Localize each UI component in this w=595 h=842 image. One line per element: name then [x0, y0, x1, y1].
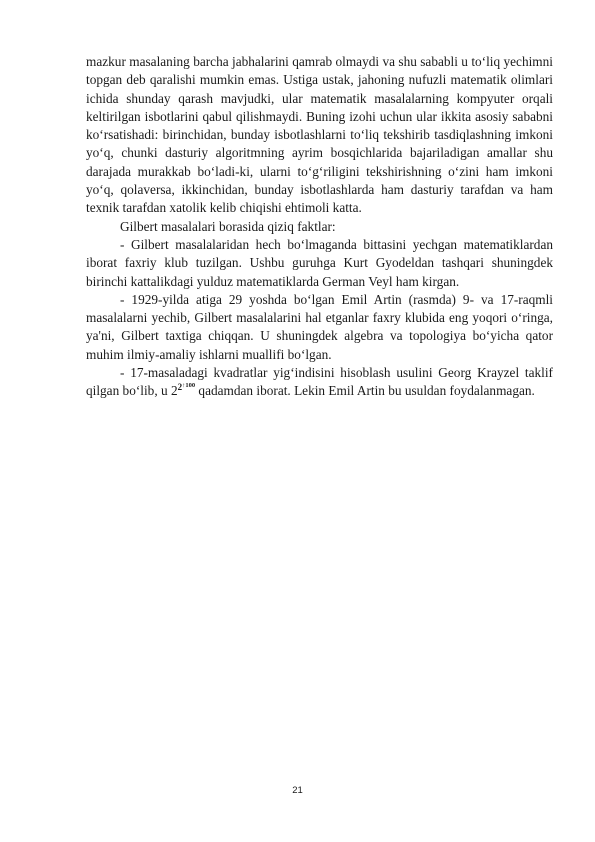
kreisel-text-after: qadamdan iborat. Lekin Emil Artin bu usuldan foydalanmagan. — [195, 383, 535, 399]
power-tower-exponent-power: ↑100 — [182, 382, 196, 390]
kreisel-text-before: - 17-masaladagi kvadratlar yig‘indisini hisoblash usulini Georg Krayzel taklif qilgan bo‘lib, u — [86, 365, 553, 399]
paragraph-honorary-club: - Gilbert masalalaridan hech bo‘lmaganda bittasini yechgan matematiklardan iborat faxriy klub tuzilgan. Ushbu guruhga Kurt Gyodeldan tashqari shuningdek birinchi kattalikdagi yulduz matematiklarda German Veyl ham kirgan. — [86, 236, 553, 289]
page-body-text — [86, 53, 553, 401]
power-tower-exponent — [178, 382, 196, 392]
power-tower-base: 2 — [170, 383, 178, 399]
power-tower-expression — [171, 383, 195, 398]
paragraph-emil-artin: - 1929-yilda atiga 29 yoshda bo‘lgan Emil Artin (rasmda) 9- va 17-raqmli masalalarni yechib, Gilbert masalalarini hal etganlar faxry klubida eng yoqori o‘ringa, ya'ni, Gilbert taxtiga chiqqan. U shuningdek algebra va topologiya bo‘yicha qator muhim ilmiy-amaliy ishlarni muallifi bo‘lgan. — [86, 291, 553, 362]
paragraph-kreisel-method — [86, 364, 553, 401]
power-tower-exponent-base: 2 — [177, 382, 183, 393]
paragraph-facts-heading: Gilbert masalalari borasida qiziq faktlar: — [120, 218, 336, 234]
page-number: 21 — [292, 785, 303, 796]
paragraph-computer-proofs: mazkur masalaning barcha jabhalarini qamrab olmaydi va shu sababli u to‘liq yechimni topgan deb qaralishi mumkin emas. Ustiga ustak, jahoning nufuzli matematik olimlari ichida shunday qarash mavjudki, ular matematik masalalarning kompyuter orqali keltirilgan isbotlarini qabul qilishmaydi. Buning izohi uchun ular ikkita asosiy sababni ko‘rsatishadi: birinchidan, bunday isbotlashlarni to‘liq tekshirib tasdiqlashning imkoni yo‘q, chunki dasturiy algoritmning ayrim bosqichlarida bajariladigan amallar shu darajada murakkab bo‘ladi-ki, ularni to‘g‘riligini tekshirishning o‘zini ham imkoni yo‘q, qolaversa, ikkinchidan, bunday isbotlashlarda ham dasturiy tarafdan va ham texnik tarafdan xatolik kelib chiqishi ehtimoli katta. — [86, 54, 553, 216]
